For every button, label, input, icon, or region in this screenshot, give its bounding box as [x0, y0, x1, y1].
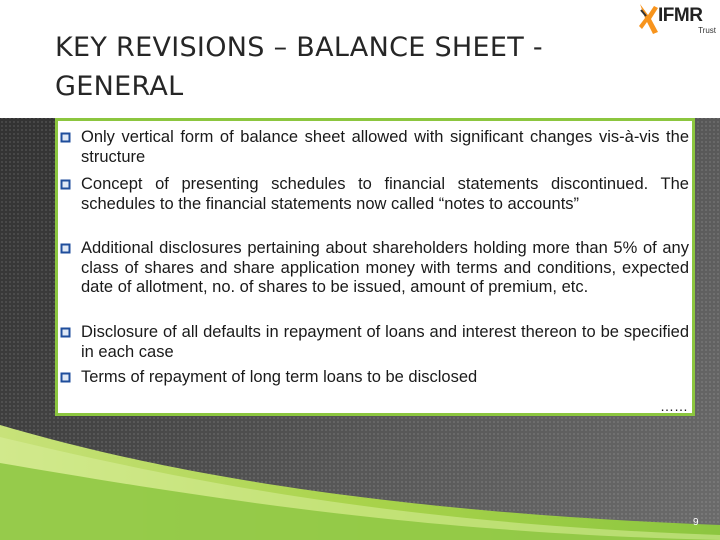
square-bullet-icon [60, 179, 71, 190]
logo-wordmark: IFMR [658, 5, 703, 26]
bullet-text: Disclosure of all defaults in repayment of loans and interest thereon to be specified in each case [81, 323, 689, 361]
bullet-text: Only vertical form of balance sheet allowed with significant changes vis-à-vis the structure [81, 128, 689, 166]
slide-title: KEY REVISIONS – BALANCE SHEET - GENERAL [55, 32, 543, 102]
bullet-item [81, 128, 689, 167]
logo-subtitle: Trust [698, 26, 716, 35]
bullet-text: Concept of presenting schedules to financial statements discontinued. The schedules to the financial statements now called “notes to accounts” [81, 175, 689, 213]
square-bullet-icon [60, 132, 71, 143]
bullet-item [81, 368, 689, 388]
square-bullet-icon [60, 372, 71, 383]
bullet-item [81, 323, 689, 362]
content-box [55, 118, 695, 416]
page-number: 9 [693, 517, 699, 528]
green-swoosh-decoration [0, 415, 720, 540]
bullet-text: Terms of repayment of long term loans to be disclosed [81, 368, 478, 386]
square-bullet-icon [60, 327, 71, 338]
bullet-text: Additional disclosures pertaining about shareholders holding more than 5% of any class of shares and share application money with terms and conditions, expected date of allotment, no. of shares to be issued, amount of premium, etc. [81, 239, 689, 296]
bullet-item [81, 175, 689, 214]
continuation-ellipsis: …… [660, 398, 688, 414]
ifmr-logo-icon [638, 2, 718, 40]
square-bullet-icon [60, 243, 71, 254]
bullet-item [81, 239, 689, 298]
